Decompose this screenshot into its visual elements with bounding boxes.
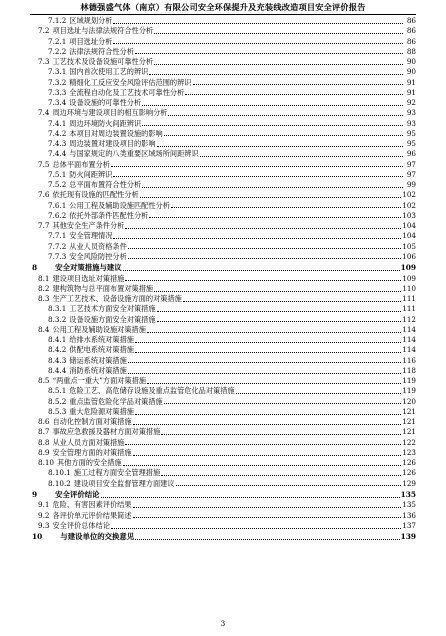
- toc-entry-page: 109: [402, 273, 416, 283]
- toc-entry-title: 本项目对周边装置设施的影响: [69, 128, 163, 138]
- toc-entry-number: 7.3: [38, 57, 50, 66]
- toc-entry-number: 7.4.1: [48, 118, 67, 128]
- toc-entry[interactable]: [32, 468, 416, 478]
- toc-entry[interactable]: [32, 407, 416, 417]
- toc-entry-page: 95: [406, 139, 416, 148]
- toc-entry-page: 129: [402, 478, 416, 488]
- toc-entry-title: 周边环境防火间距辨识: [69, 118, 142, 128]
- toc-entry-number: 8.5.2: [48, 396, 67, 406]
- toc-entry-page: 116: [402, 355, 416, 365]
- toc-dot-leader: [176, 485, 402, 486]
- toc-entry[interactable]: [32, 479, 416, 489]
- toc-entry[interactable]: [32, 129, 416, 139]
- toc-dot-leader: [183, 301, 401, 302]
- toc-entry-title: 储运系统对策措施: [69, 355, 127, 365]
- toc-entry-title: 生产工艺技术、设备设施方面的对策措施: [52, 294, 182, 304]
- page-header-title: 林德强盛气体（南京）有限公司安全环保提升及充装线改造项目安全评价报告: [80, 2, 366, 12]
- toc-entry-number: 7.7: [38, 221, 50, 230]
- toc-entry-title: 安全对策措施与建议: [55, 263, 122, 272]
- page-number: 3: [220, 620, 226, 628]
- toc-entry[interactable]: [32, 231, 416, 241]
- toc-entry-page: 106: [402, 251, 416, 261]
- toc-entry-title: 建构筑物与总平面布置对策措施: [52, 283, 154, 293]
- toc-entry-page: 120: [402, 396, 416, 406]
- toc-entry[interactable]: [32, 37, 416, 47]
- toc-entry-page: 102: [402, 190, 416, 200]
- toc-entry-page: 105: [402, 241, 416, 251]
- toc-entry-page: 137: [402, 520, 416, 530]
- toc-dot-leader: [147, 383, 401, 384]
- toc-entry-number: 8.4: [38, 324, 50, 334]
- toc-dot-leader: [157, 311, 402, 312]
- toc-entry-page: 96: [406, 149, 416, 159]
- toc-entry[interactable]: [32, 448, 416, 458]
- toc-entry[interactable]: [32, 190, 416, 200]
- toc-entry-page: 86: [406, 26, 416, 36]
- toc-dot-leader: [128, 362, 401, 363]
- toc-entry-title: 精细化工反应安全风险评估范围的辨识: [69, 77, 192, 87]
- toc-entry-number: 8.7: [38, 427, 50, 437]
- toc-dot-leader: [133, 517, 402, 518]
- toc-entry[interactable]: [32, 98, 416, 108]
- toc-entry-title: 区域规划分析: [69, 16, 113, 25]
- toc-entry-title: 项目选址与法律法规符合性分析: [52, 26, 154, 36]
- toc-entry-number: 7.2: [38, 26, 50, 36]
- toc-entry-title: 给排水系统对策措施: [69, 335, 134, 345]
- toc-dot-leader: [185, 94, 403, 95]
- toc-entry-number: 9.1: [38, 500, 50, 510]
- toc-entry-title: 周边环境与建设项目的相互影响分析: [52, 108, 168, 118]
- toc-entry[interactable]: [32, 211, 416, 221]
- toc-entry[interactable]: [32, 274, 416, 284]
- toc-entry-title: 工艺技术方面安全对策措施: [69, 304, 156, 314]
- toc-entry-number: 8.4.4: [48, 365, 67, 375]
- toc-entry[interactable]: [32, 511, 416, 521]
- toc-entry-title: 全流程自动化及工艺技术可靠性分析: [69, 87, 185, 97]
- toc-entry-number: 8.9: [38, 447, 50, 457]
- toc-entry-number: 8.8: [38, 437, 50, 447]
- toc-entry-number: 8.3: [38, 294, 50, 304]
- toc-dot-leader: [135, 342, 401, 343]
- toc-entry-title: 消防系统对策措施: [69, 365, 127, 375]
- toc-entry-number: 7.7.1: [48, 231, 67, 241]
- toc-entry-title: 设备设施的可靠性分析: [69, 98, 142, 107]
- toc-entry[interactable]: [32, 531, 416, 543]
- toc-dot-leader: [125, 228, 401, 229]
- toc-dot-leader: [154, 64, 403, 65]
- toc-entry-page: 135: [402, 500, 416, 510]
- toc-dot-leader: [164, 403, 402, 404]
- toc-dot-leader: [171, 207, 401, 208]
- toc-entry[interactable]: [32, 458, 416, 468]
- toc-dot-leader: [111, 528, 401, 529]
- toc-entry-number: 8.10: [38, 458, 55, 468]
- toc-entry-number: 8.4.2: [48, 345, 67, 355]
- toc-entry-title: 工艺技术及设备设施可靠性分析: [52, 57, 154, 66]
- toc-entry-page: 114: [402, 335, 416, 345]
- toc-entry-title: 重大危险源对策措施: [69, 406, 134, 416]
- toc-dot-leader: [128, 373, 401, 374]
- toc-entry-number: 7.6.1: [48, 200, 67, 210]
- toc-entry[interactable]: [32, 489, 416, 501]
- toc-dot-leader: [193, 84, 404, 85]
- toc-dot-leader: [147, 332, 401, 333]
- toc-entry-number: 8.5.3: [48, 406, 67, 416]
- toc-entry[interactable]: [32, 16, 416, 26]
- toc-entry-title: 自动化控制方面对策措施: [52, 417, 132, 427]
- toc-entry-page: 114: [402, 345, 416, 355]
- toc-entry[interactable]: [32, 427, 416, 437]
- toc-entry-title: 其他方面的安全措施: [57, 458, 122, 468]
- toc-entry-page: 95: [406, 128, 416, 138]
- toc-entry-number: 7.6.2: [48, 210, 67, 220]
- toc-entry-number: 7.2.1: [48, 36, 67, 46]
- toc-entry[interactable]: [32, 284, 416, 294]
- toc-entry-page: 109: [400, 263, 416, 272]
- toc-entry-number: 8.4.3: [48, 355, 67, 365]
- toc-entry[interactable]: [32, 221, 416, 231]
- toc-entry[interactable]: [32, 521, 416, 531]
- toc-entry[interactable]: [32, 438, 416, 448]
- toc-entry-title: “两重点一重大”方面对策措施: [52, 376, 147, 386]
- toc-dot-leader: [154, 33, 403, 34]
- toc-entry-number: 7.5.2: [48, 180, 67, 189]
- toc-entry[interactable]: [32, 149, 416, 159]
- toc-dot-leader: [113, 238, 401, 239]
- toc-entry-page: 99: [406, 180, 416, 189]
- toc-entry-number: 9.2: [38, 510, 50, 520]
- toc-entry-title: 法律法规符合性分析: [69, 46, 134, 56]
- table-of-contents: [32, 16, 416, 543]
- toc-entry-page: 122: [402, 437, 416, 447]
- toc-entry-page: 91: [406, 87, 416, 97]
- toc-entry[interactable]: [32, 335, 416, 345]
- toc-entry[interactable]: [32, 262, 416, 274]
- toc-entry-number: 7.3.1: [48, 67, 67, 77]
- toc-entry-number: 7.2.2: [48, 46, 67, 56]
- toc-entry-page: 119: [402, 376, 416, 386]
- toc-entry[interactable]: [32, 180, 416, 190]
- toc-entry-title: 安全管理方面的对策措施: [52, 447, 132, 457]
- toc-dot-leader: [161, 434, 401, 435]
- toc-entry-number: 7.5: [38, 159, 50, 169]
- toc-entry[interactable]: [32, 139, 416, 149]
- toc-entry-number: 9.3: [38, 520, 50, 530]
- toc-dot-leader: [125, 280, 401, 281]
- toc-entry-page: 104: [402, 231, 416, 241]
- toc-entry-number: 7.1.2: [48, 16, 67, 25]
- toc-dot-leader: [236, 393, 402, 394]
- toc-entry-page: 119: [402, 386, 416, 396]
- toc-dot-leader: [135, 414, 401, 415]
- toc-entry-title: 安全评价结论: [55, 489, 100, 499]
- toc-entry-number: 8.10.1: [48, 468, 71, 478]
- toc-entry-title: 国内首次使用工艺的辨识: [69, 67, 149, 77]
- toc-entry-title: 总平面布置符合性分析: [69, 180, 142, 189]
- toc-entry-number: 8.5: [38, 376, 50, 386]
- toc-entry-title: 从业人员资格条件: [69, 241, 127, 251]
- toc-dot-leader: [101, 497, 400, 498]
- toc-entry-page: 139: [400, 532, 416, 542]
- toc-entry-number: 7.3.3: [48, 87, 67, 97]
- toc-entry-number: 7.3.4: [48, 98, 67, 107]
- toc-entry-title: 公用工程及辅助设施对策措施: [52, 324, 146, 334]
- toc-entry-title: 项目选址分析: [69, 36, 113, 46]
- toc-entry-page: 135: [400, 489, 416, 499]
- toc-entry-title: 其他安全生产条件分析: [52, 221, 125, 230]
- toc-entry-page: 102: [402, 200, 416, 210]
- toc-entry[interactable]: [32, 170, 416, 180]
- toc-dot-leader: [142, 125, 403, 126]
- toc-dot-leader: [168, 115, 403, 116]
- toc-entry-page: 123: [402, 447, 416, 457]
- toc-entry[interactable]: [32, 417, 416, 427]
- toc-entry-number: 7.4: [38, 108, 50, 118]
- toc-entry-title: 周边装置对建设项目的影响: [69, 139, 156, 148]
- toc-entry[interactable]: [32, 345, 416, 355]
- toc-entry-page: 111: [402, 294, 416, 304]
- toc-dot-leader: [123, 465, 402, 466]
- toc-entry[interactable]: [32, 315, 416, 325]
- toc-entry-title: 与国家规定的八类重要区域场所间距辨识: [69, 149, 199, 159]
- toc-entry[interactable]: [32, 57, 416, 67]
- toc-dot-leader: [149, 217, 401, 218]
- toc-entry-title: 总体平面布置分析: [52, 159, 110, 169]
- toc-entry-title: 从业人员方面对策措施: [52, 437, 125, 447]
- toc-dot-leader: [157, 146, 403, 147]
- toc-entry-number: 9: [32, 489, 38, 499]
- toc-entry-title: 危险工艺、高危储存设施及重点监管危化品对策措施: [69, 386, 235, 396]
- toc-entry-number: 7.7.2: [48, 241, 67, 251]
- toc-dot-leader: [135, 352, 401, 353]
- toc-entry-page: 136: [402, 510, 416, 520]
- toc-entry-number: 8: [32, 263, 38, 272]
- toc-entry-page: 118: [402, 365, 416, 375]
- toc-entry-number: 7.4.4: [48, 149, 67, 159]
- toc-entry-page: 104: [402, 221, 416, 230]
- toc-dot-leader: [113, 176, 403, 177]
- toc-entry[interactable]: [32, 356, 416, 366]
- toc-dot-leader: [128, 258, 401, 259]
- toc-entry-title: 安全管理情况: [69, 231, 113, 241]
- toc-entry[interactable]: [32, 88, 416, 98]
- toc-entry-title: 安全评价总体结论: [52, 520, 110, 530]
- toc-entry-page: 86: [406, 36, 416, 46]
- toc-dot-leader: [135, 53, 403, 54]
- toc-entry-title: 施工过程方面安全管理措施: [73, 468, 161, 478]
- toc-dot-leader: [133, 455, 402, 456]
- toc-dot-leader: [164, 135, 403, 136]
- toc-entry-page: 126: [402, 458, 416, 468]
- toc-entry-page: 126: [402, 468, 416, 478]
- toc-entry[interactable]: [32, 366, 416, 376]
- toc-entry-title: 重点监管危险化学品对策措施: [69, 396, 163, 406]
- toc-entry-number: 7.3.2: [48, 77, 67, 87]
- toc-entry-page: 112: [402, 314, 416, 324]
- header-divider: [30, 14, 416, 15]
- toc-entry-title: 与建设单位的交换意见: [60, 532, 135, 542]
- toc-entry[interactable]: [32, 325, 416, 335]
- toc-entry-title: 各评价单元评价结果简述: [52, 510, 132, 520]
- toc-entry[interactable]: [32, 500, 416, 510]
- toc-dot-leader: [123, 270, 400, 271]
- toc-dot-leader: [113, 43, 403, 44]
- toc-entry-page: 97: [406, 169, 416, 179]
- toc-entry-number: 8.10.2: [48, 478, 71, 488]
- toc-entry-title: 建设项目选址对策措施: [52, 273, 125, 283]
- toc-entry[interactable]: [32, 304, 416, 314]
- toc-entry[interactable]: [32, 67, 416, 77]
- toc-entry-title: 公用工程及辅助设施匹配性分析: [69, 200, 170, 210]
- toc-dot-leader: [113, 23, 403, 24]
- toc-entry-number: 8.6: [38, 417, 50, 427]
- toc-entry-page: 90: [406, 57, 416, 66]
- toc-entry[interactable]: [32, 119, 416, 129]
- toc-entry-page: 90: [406, 67, 416, 77]
- toc-dot-leader: [133, 507, 402, 508]
- toc-dot-leader: [149, 74, 403, 75]
- toc-dot-leader: [142, 105, 403, 106]
- toc-entry-title: 依托现有设施的匹配性分析: [52, 190, 139, 200]
- toc-entry-page: 86: [406, 16, 416, 25]
- toc-entry-number: 10: [32, 532, 43, 542]
- toc-dot-leader: [111, 166, 403, 167]
- toc-entry-number: 7.6: [38, 190, 50, 200]
- toc-dot-leader: [154, 291, 401, 292]
- toc-entry-title: 依托外部条件匹配性分析: [69, 210, 149, 220]
- toc-dot-leader: [161, 475, 401, 476]
- toc-entry-page: 91: [406, 77, 416, 87]
- toc-entry-title: 设备设施方面安全对策措施: [69, 314, 156, 324]
- toc-entry[interactable]: [32, 397, 416, 407]
- toc-entry[interactable]: [32, 294, 416, 304]
- toc-entry-number: 7.4.2: [48, 128, 67, 138]
- toc-entry[interactable]: [32, 108, 416, 118]
- toc-entry-title: 危险、有害因素评价结果: [52, 500, 132, 510]
- toc-entry[interactable]: [32, 78, 416, 88]
- toc-entry[interactable]: [32, 47, 416, 57]
- toc-entry-page: 121: [402, 427, 416, 437]
- toc-entry-page: 93: [406, 108, 416, 118]
- toc-entry-number: 8.5.1: [48, 386, 67, 396]
- toc-entry-number: 7.4.3: [48, 139, 67, 148]
- toc-entry-page: 110: [402, 283, 416, 293]
- toc-entry-page: 88: [406, 46, 416, 56]
- toc-entry-number: 8.3.2: [48, 314, 67, 324]
- toc-entry[interactable]: [32, 26, 416, 36]
- toc-entry[interactable]: [32, 160, 416, 170]
- toc-entry-number: 8.4.1: [48, 335, 67, 345]
- toc-entry-page: 97: [406, 159, 416, 169]
- toc-entry-number: 7.7.3: [48, 251, 67, 261]
- toc-dot-leader: [140, 197, 402, 198]
- toc-entry-page: 121: [402, 417, 416, 427]
- toc-dot-leader: [157, 321, 402, 322]
- toc-entry-number: 7.5.1: [48, 169, 67, 179]
- toc-dot-leader: [135, 539, 399, 540]
- toc-entry[interactable]: [32, 242, 416, 252]
- toc-entry-page: 93: [406, 118, 416, 128]
- toc-entry-title: 建设项目安全监督管理方面建议: [73, 478, 175, 488]
- toc-entry[interactable]: [32, 376, 416, 386]
- toc-dot-leader: [128, 248, 401, 249]
- toc-entry[interactable]: [32, 252, 416, 262]
- toc-entry-page: 121: [402, 406, 416, 416]
- toc-entry-title: 事故应急救援及器材方面对策措施: [52, 427, 161, 437]
- toc-entry-title: 供配电系统对策措施: [69, 345, 134, 355]
- toc-entry-title: 安全风险防控分析: [69, 251, 127, 261]
- toc-dot-leader: [125, 444, 401, 445]
- toc-entry-title: 防火间距辨识: [69, 169, 113, 179]
- toc-entry-page: 92: [406, 98, 416, 107]
- toc-entry-number: 8.2: [38, 283, 50, 293]
- toc-entry[interactable]: [32, 201, 416, 211]
- toc-entry-page: 111: [402, 304, 416, 314]
- toc-entry-page: 103: [402, 210, 416, 220]
- toc-dot-leader: [200, 156, 403, 157]
- toc-dot-leader: [142, 187, 403, 188]
- toc-dot-leader: [133, 424, 402, 425]
- toc-entry-number: 8.3.1: [48, 304, 67, 314]
- toc-entry-number: 8.1: [38, 273, 50, 283]
- toc-entry-page: 114: [402, 324, 416, 334]
- toc-entry[interactable]: [32, 386, 416, 396]
